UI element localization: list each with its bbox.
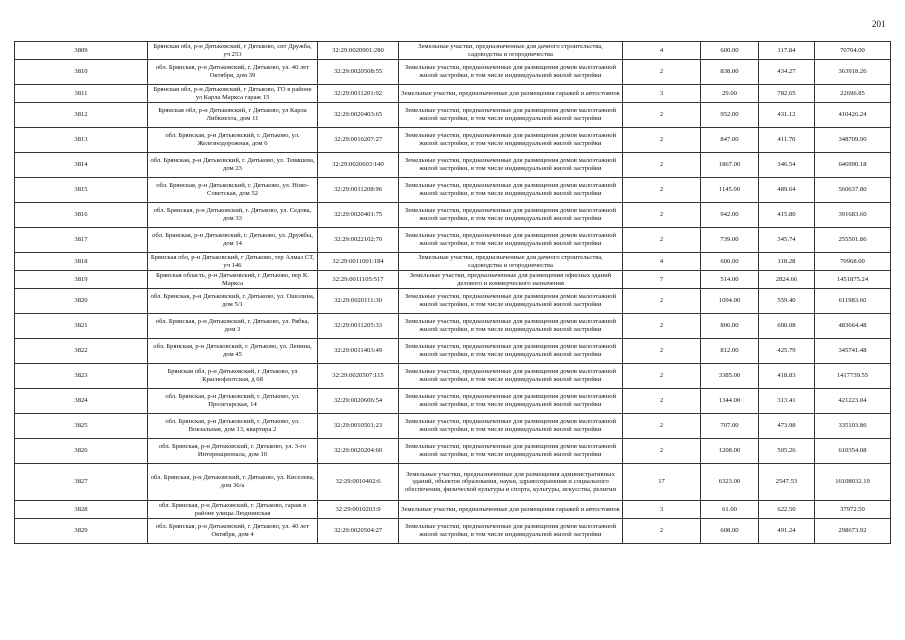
land-use-cell: Земельные участки, предназначенные для размещения домов малоэтажной жилой застройки, в том числе индивидуальной жилой застройки bbox=[399, 339, 623, 364]
row-number: 3825 bbox=[15, 414, 148, 439]
unit-price-cell: 313.41 bbox=[759, 389, 815, 414]
cadastral-value-cell: 37972.50 bbox=[815, 501, 891, 519]
cadastral-value-cell: 363918.26 bbox=[815, 60, 891, 85]
unit-price-cell: 505.26 bbox=[759, 439, 815, 464]
group-code-cell: 2 bbox=[623, 414, 701, 439]
table-row bbox=[15, 464, 891, 501]
table-row bbox=[15, 85, 891, 103]
cadastral-number-cell: 32:29:0020111:30 bbox=[318, 289, 399, 314]
group-code-cell: 2 bbox=[623, 289, 701, 314]
unit-price-cell: 431.12 bbox=[759, 103, 815, 128]
area-cell: 952.00 bbox=[701, 103, 759, 128]
land-use-cell: Земельные участки, предназначенные для размещения гаражей и автостоянок bbox=[399, 501, 623, 519]
cadastral-number-cell: 32:29:0010207:27 bbox=[318, 128, 399, 153]
address-cell: обл. Брянская, р-н Дятьковский, г. Дятьково, ул. Ошолина, дом 5/1 bbox=[148, 289, 318, 314]
land-use-cell: Земельные участки, предназначенные для размещения домов малоэтажной жилой застройки, в том числе индивидуальной жилой застройки bbox=[399, 519, 623, 544]
area-cell: 942.00 bbox=[701, 203, 759, 228]
table-row bbox=[15, 153, 891, 178]
table-body bbox=[15, 42, 891, 544]
area-cell: 3385.00 bbox=[701, 364, 759, 389]
area-cell: 1145.00 bbox=[701, 178, 759, 203]
address-cell: обл. Брянская, р-н Дятьковский, г. Дятьково, ул. Седова, дом 33 bbox=[148, 203, 318, 228]
address-cell: Брянская обл, р-н Дятьковский, г Дятьково, тер Алмаз СТ, уч 146 bbox=[148, 253, 318, 271]
area-cell: 61.00 bbox=[701, 501, 759, 519]
unit-price-cell: 411.70 bbox=[759, 128, 815, 153]
group-code-cell: 2 bbox=[623, 364, 701, 389]
row-number: 3817 bbox=[15, 228, 148, 253]
group-code-cell: 3 bbox=[623, 85, 701, 103]
table-row bbox=[15, 271, 891, 289]
address-cell: Брянская обл, р-н Дятьковский, г Дятьково, снт Дружба, уч 253 bbox=[148, 42, 318, 60]
table-row bbox=[15, 501, 891, 519]
unit-price-cell: 2547.53 bbox=[759, 464, 815, 501]
table-row bbox=[15, 42, 891, 60]
address-cell: Брянская обл, р-н Дятьковский, г Дятьково, ул Карла Либкнехта, дом 11 bbox=[148, 103, 318, 128]
row-number: 3826 bbox=[15, 439, 148, 464]
address-cell: обл. Брянская, р-н Дятьковский, г. Дятьково, ул. Рябка, дом 3 bbox=[148, 314, 318, 339]
land-use-cell: Земельные участки, предназначенные для размещения офисных зданий делового и коммерческого назначения bbox=[399, 271, 623, 289]
cadastral-number-cell: 32:29:0020204:60 bbox=[318, 439, 399, 464]
row-number: 3818 bbox=[15, 253, 148, 271]
cadastral-number-cell: 32:29:0011205:33 bbox=[318, 314, 399, 339]
table-row bbox=[15, 439, 891, 464]
cadastral-value-cell: 255501.86 bbox=[815, 228, 891, 253]
table-row bbox=[15, 128, 891, 153]
unit-price-cell: 418.83 bbox=[759, 364, 815, 389]
unit-price-cell: 425.79 bbox=[759, 339, 815, 364]
table-row bbox=[15, 103, 891, 128]
area-cell: 847.00 bbox=[701, 128, 759, 153]
land-use-cell: Земельные участки, предназначенные для дачного строительства, садоводства и огородничества bbox=[399, 253, 623, 271]
cadastral-value-cell: 611983.60 bbox=[815, 289, 891, 314]
group-code-cell: 3 bbox=[623, 501, 701, 519]
cadastral-value-cell: 421223.04 bbox=[815, 389, 891, 414]
land-use-cell: Земельные участки, предназначенные для размещения домов малоэтажной жилой застройки, в том числе индивидуальной жилой застройки bbox=[399, 389, 623, 414]
table-row bbox=[15, 203, 891, 228]
row-number: 3821 bbox=[15, 314, 148, 339]
cadastral-value-cell: 646990.18 bbox=[815, 153, 891, 178]
area-cell: 1094.00 bbox=[701, 289, 759, 314]
cadastral-number-cell: 32:29:0010501:23 bbox=[318, 414, 399, 439]
unit-price-cell: 415.80 bbox=[759, 203, 815, 228]
table-row bbox=[15, 178, 891, 203]
table-row bbox=[15, 364, 891, 389]
row-number: 3812 bbox=[15, 103, 148, 128]
group-code-cell: 2 bbox=[623, 439, 701, 464]
address-cell: обл. Брянская, р-н Дятьковский, г. Дятьково, ул. Дружбы, дом 14 bbox=[148, 228, 318, 253]
cadastral-number-cell: 32:29:0020901:280 bbox=[318, 42, 399, 60]
land-use-cell: Земельные участки, предназначенные для размещения домов малоэтажной жилой застройки, в том числе индивидуальной жилой застройки bbox=[399, 203, 623, 228]
land-use-cell: Земельные участки, предназначенные для размещения домов малоэтажной жилой застройки, в том числе индивидуальной жилой застройки bbox=[399, 103, 623, 128]
cadastral-number-cell: 32:29:0022102:70 bbox=[318, 228, 399, 253]
cadastral-number-cell: 32:29:0011001:184 bbox=[318, 253, 399, 271]
land-use-cell: Земельные участки, предназначенные для размещения домов малоэтажной жилой застройки, в том числе индивидуальной жилой застройки bbox=[399, 414, 623, 439]
area-cell: 838.00 bbox=[701, 60, 759, 85]
unit-price-cell: 346.54 bbox=[759, 153, 815, 178]
table-row bbox=[15, 339, 891, 364]
cadastral-number-cell: 32:29:0010203:9 bbox=[318, 501, 399, 519]
group-code-cell: 17 bbox=[623, 464, 701, 501]
cadastral-number-cell: 32:29:0010402:6 bbox=[318, 464, 399, 501]
cadastral-number-cell: 32:29:0020401:75 bbox=[318, 203, 399, 228]
address-cell: обл. Брянская, р-н Дятьковский, г. Дятьково, ул. Пролетарская, 14 bbox=[148, 389, 318, 414]
row-number: 3811 bbox=[15, 85, 148, 103]
area-cell: 600.00 bbox=[701, 42, 759, 60]
cadastral-number-cell: 32:29:0020603:140 bbox=[318, 153, 399, 178]
cadastral-value-cell: 298673.92 bbox=[815, 519, 891, 544]
land-use-cell: Земельные участки, предназначенные для размещения домов малоэтажной жилой застройки, в том числе индивидуальной жилой застройки bbox=[399, 128, 623, 153]
cadastral-value-cell: 1417739.55 bbox=[815, 364, 891, 389]
area-cell: 608.00 bbox=[701, 519, 759, 544]
cadastral-number-cell: 32:29:0020403:65 bbox=[318, 103, 399, 128]
cadastral-number-cell: 32:29:0011201:92 bbox=[318, 85, 399, 103]
group-code-cell: 2 bbox=[623, 153, 701, 178]
unit-price-cell: 622.50 bbox=[759, 501, 815, 519]
cadastral-number-cell: 32:29:0020507:115 bbox=[318, 364, 399, 389]
row-number: 3822 bbox=[15, 339, 148, 364]
address-cell: обл. Брянская, р-н Дятьковский, г. Дятьково, ул. Киселева, дом 36/а bbox=[148, 464, 318, 501]
area-cell: 1867.00 bbox=[701, 153, 759, 178]
area-cell: 514.00 bbox=[701, 271, 759, 289]
cadastral-value-cell: 345741.48 bbox=[815, 339, 891, 364]
address-cell: Брянская обл, р-н Дятьковский, г Дятьково, ГО в районе ул Карла Маркса гараж 15 bbox=[148, 85, 318, 103]
land-use-cell: Земельные участки, предназначенные для размещения гаражей и автостоянок bbox=[399, 85, 623, 103]
land-use-cell: Земельные участки, предназначенные для размещения домов малоэтажной жилой застройки, в том числе индивидуальной жилой застройки bbox=[399, 228, 623, 253]
group-code-cell: 4 bbox=[623, 253, 701, 271]
cadastral-number-cell: 32:29:0011403:49 bbox=[318, 339, 399, 364]
area-cell: 1344.00 bbox=[701, 389, 759, 414]
address-cell: обл. Брянская, р-н Дятьковский, г. Дятьково, ул. Вокзальная, дом 13, квартира 2 bbox=[148, 414, 318, 439]
cadastral-value-cell: 560637.80 bbox=[815, 178, 891, 203]
land-use-cell: Земельные участки, предназначенные для размещения домов малоэтажной жилой застройки, в том числе индивидуальной жилой застройки bbox=[399, 60, 623, 85]
unit-price-cell: 117.84 bbox=[759, 42, 815, 60]
row-number: 3813 bbox=[15, 128, 148, 153]
land-use-cell: Земельные участки, предназначенные для размещения домов малоэтажной жилой застройки, в том числе индивидуальной жилой застройки bbox=[399, 178, 623, 203]
land-use-cell: Земельные участки, предназначенные для дачного строительства, садоводства и огородничества bbox=[399, 42, 623, 60]
group-code-cell: 7 bbox=[623, 271, 701, 289]
group-code-cell: 2 bbox=[623, 314, 701, 339]
cadastral-number-cell: 32:29:0020504:27 bbox=[318, 519, 399, 544]
unit-price-cell: 782.65 bbox=[759, 85, 815, 103]
row-number: 3827 bbox=[15, 464, 148, 501]
cadastral-number-cell: 32:29:0020606:54 bbox=[318, 389, 399, 414]
group-code-cell: 2 bbox=[623, 228, 701, 253]
land-use-cell: Земельные участки, предназначенные для размещения административных зданий, объектов образования, науки, здравоохранения и социального обеспечения, физической культуры и спорта, культуры, искусства, религии bbox=[399, 464, 623, 501]
address-cell: обл. Брянская, р-н Дятьковский, г. Дятьково, ул. Ново-Советская, дом 52 bbox=[148, 178, 318, 203]
unit-price-cell: 2824.66 bbox=[759, 271, 815, 289]
cadastral-value-cell: 610354.08 bbox=[815, 439, 891, 464]
cadastral-value-cell: 391683.60 bbox=[815, 203, 891, 228]
cadastral-value-cell: 70704.00 bbox=[815, 42, 891, 60]
table-row bbox=[15, 228, 891, 253]
group-code-cell: 2 bbox=[623, 178, 701, 203]
cadastral-value-cell: 1451875.24 bbox=[815, 271, 891, 289]
area-cell: 739.00 bbox=[701, 228, 759, 253]
row-number: 3829 bbox=[15, 519, 148, 544]
address-cell: обл. Брянская, р-н Дятьковский, г. Дятьково, ул. 3-го Интернационала, дом 10 bbox=[148, 439, 318, 464]
group-code-cell: 2 bbox=[623, 128, 701, 153]
cadastral-value-cell: 410426.24 bbox=[815, 103, 891, 128]
area-cell: 806.00 bbox=[701, 314, 759, 339]
row-number: 3816 bbox=[15, 203, 148, 228]
cadastral-value-cell: 348709.90 bbox=[815, 128, 891, 153]
land-use-cell: Земельные участки, предназначенные для размещения домов малоэтажной жилой застройки, в том числе индивидуальной жилой застройки bbox=[399, 439, 623, 464]
address-cell: обл. Брянская, р-н Дятьковский, г. Дятьково, гараж в районе улицы Люднинская bbox=[148, 501, 318, 519]
page-number: 201 bbox=[872, 19, 886, 29]
group-code-cell: 4 bbox=[623, 42, 701, 60]
address-cell: обл. Брянская, р-н Дятьковский, г. Дятьково, ул. Тевяшева, дом 23 bbox=[148, 153, 318, 178]
group-code-cell: 2 bbox=[623, 339, 701, 364]
area-cell: 812.00 bbox=[701, 339, 759, 364]
cadastral-register-table bbox=[14, 41, 891, 544]
address-cell: Брянская область, р-н Дятьковский, г Дятьково, пер К. Маркса bbox=[148, 271, 318, 289]
land-use-cell: Земельные участки, предназначенные для размещения домов малоэтажной жилой застройки, в том числе индивидуальной жилой застройки bbox=[399, 364, 623, 389]
row-number: 3823 bbox=[15, 364, 148, 389]
row-number: 3814 bbox=[15, 153, 148, 178]
address-cell: Брянская обл, р-н Дятьковский, г Дятьково, ул Краснофлотская, д 68 bbox=[148, 364, 318, 389]
cadastral-value-cell: 335103.86 bbox=[815, 414, 891, 439]
group-code-cell: 2 bbox=[623, 389, 701, 414]
land-use-cell: Земельные участки, предназначенные для размещения домов малоэтажной жилой застройки, в том числе индивидуальной жилой застройки bbox=[399, 314, 623, 339]
land-use-cell: Земельные участки, предназначенные для размещения домов малоэтажной жилой застройки, в том числе индивидуальной жилой застройки bbox=[399, 289, 623, 314]
table-row bbox=[15, 289, 891, 314]
area-cell: 600.00 bbox=[701, 253, 759, 271]
table-row bbox=[15, 389, 891, 414]
address-cell: обл. Брянская, р-н Дятьковский, г. Дятьково, ул. 40 лет Октября, дом 4 bbox=[148, 519, 318, 544]
cadastral-number-cell: 32:29:0011105:517 bbox=[318, 271, 399, 289]
group-code-cell: 2 bbox=[623, 519, 701, 544]
unit-price-cell: 473.98 bbox=[759, 414, 815, 439]
row-number: 3815 bbox=[15, 178, 148, 203]
table-row bbox=[15, 253, 891, 271]
address-cell: обл. Брянская, р-н Дятьковский, г. Дятьково, ул. Ленина, дом 45 bbox=[148, 339, 318, 364]
table-row bbox=[15, 314, 891, 339]
unit-price-cell: 345.74 bbox=[759, 228, 815, 253]
group-code-cell: 2 bbox=[623, 60, 701, 85]
row-number: 3828 bbox=[15, 501, 148, 519]
cadastral-value-cell: 483664.48 bbox=[815, 314, 891, 339]
unit-price-cell: 491.24 bbox=[759, 519, 815, 544]
area-cell: 29.00 bbox=[701, 85, 759, 103]
cadastral-value-cell: 22696.85 bbox=[815, 85, 891, 103]
row-number: 3819 bbox=[15, 271, 148, 289]
cadastral-value-cell: 16108032.19 bbox=[815, 464, 891, 501]
group-code-cell: 2 bbox=[623, 103, 701, 128]
row-number: 3810 bbox=[15, 60, 148, 85]
area-cell: 6323.00 bbox=[701, 464, 759, 501]
table-row bbox=[15, 60, 891, 85]
row-number: 3809 bbox=[15, 42, 148, 60]
table-row bbox=[15, 519, 891, 544]
cadastral-number-cell: 32:29:0020508:55 bbox=[318, 60, 399, 85]
cadastral-value-cell: 70968.00 bbox=[815, 253, 891, 271]
unit-price-cell: 434.27 bbox=[759, 60, 815, 85]
unit-price-cell: 559.40 bbox=[759, 289, 815, 314]
unit-price-cell: 489.64 bbox=[759, 178, 815, 203]
address-cell: обл. Брянская, р-н Дятьковский, г. Дятьково, ул. Железнодорожная, дом 6 bbox=[148, 128, 318, 153]
unit-price-cell: 118.28 bbox=[759, 253, 815, 271]
group-code-cell: 2 bbox=[623, 203, 701, 228]
area-cell: 1208.00 bbox=[701, 439, 759, 464]
land-use-cell: Земельные участки, предназначенные для размещения домов малоэтажной жилой застройки, в том числе индивидуальной жилой застройки bbox=[399, 153, 623, 178]
address-cell: обл. Брянская, р-н Дятьковский, г. Дятьково, ул. 40 лет Октября, дом 39 bbox=[148, 60, 318, 85]
unit-price-cell: 600.08 bbox=[759, 314, 815, 339]
cadastral-number-cell: 32:29:0011208:96 bbox=[318, 178, 399, 203]
row-number: 3824 bbox=[15, 389, 148, 414]
row-number: 3820 bbox=[15, 289, 148, 314]
area-cell: 707.00 bbox=[701, 414, 759, 439]
table-row bbox=[15, 414, 891, 439]
